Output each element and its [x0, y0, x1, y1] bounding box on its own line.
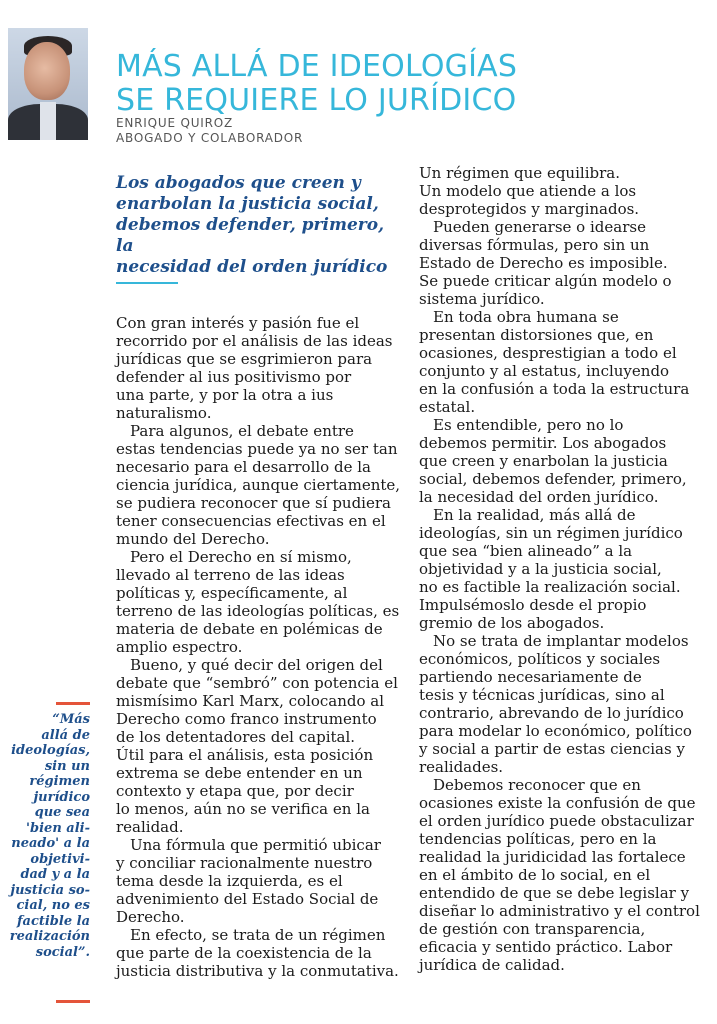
pull-quote-line: dad y a la	[20, 867, 90, 882]
body-line: Pero el Derecho en sí mismo,	[130, 548, 352, 566]
body-line: desprotegidos y marginados.	[419, 200, 640, 218]
body-line: entendido de que se debe legislar y	[419, 884, 690, 902]
body-line: conjunto y al estatus, incluyendo	[419, 362, 670, 380]
body-line: la necesidad del orden jurídico.	[419, 488, 659, 506]
body-line: llevado al terreno de las ideas	[116, 566, 345, 584]
pull-quote-line: factible la	[16, 913, 90, 929]
author-photo	[8, 28, 88, 140]
body-line: debate que “sembró” con potencia el	[116, 674, 398, 692]
body-line: realidad la juridicidad las fortalece	[419, 848, 686, 866]
body-line: estatal.	[419, 398, 476, 416]
body-line: Derecho.	[116, 908, 185, 926]
body-line: jurídica de calidad.	[419, 956, 565, 974]
body-line: Debemos reconocer que en	[433, 776, 641, 794]
body-line: Derecho como franco instrumento	[116, 710, 377, 728]
pull-quote-line: régimen	[29, 774, 90, 789]
lead-paragraph	[116, 173, 392, 278]
pull-quote-line: “Más	[52, 712, 90, 727]
body-line: realidades.	[419, 758, 504, 776]
body-line: materia de debate en polémicas de	[116, 620, 383, 638]
quote-rule-bottom	[56, 1000, 90, 1003]
pull-quote-line: cial, no es	[16, 898, 90, 913]
pull-quote-line: justicia so-	[10, 882, 90, 898]
body-line: ideologías, sin un régimen jurídico	[419, 524, 683, 542]
body-line: jurídicas que se esgrimieron para	[116, 350, 373, 368]
title-line: SE REQUIERE LO JURÍDICO	[116, 83, 517, 118]
body-line: defender al ius positivismo por	[116, 368, 352, 386]
pull-quote-line: jurídico	[33, 789, 90, 805]
pull-quote-line: sin un	[44, 758, 90, 774]
body-line: Estado de Derecho es imposible.	[419, 254, 668, 272]
pull-quote-line: ideologías,	[11, 743, 90, 758]
body-line: Con gran interés y pasión fue el	[116, 314, 360, 332]
body-line: Se puede criticar algún modelo o	[419, 272, 672, 290]
pull-quote-line: social”.	[35, 944, 90, 960]
body-line: tesis y técnicas jurídicas, sino al	[419, 686, 665, 704]
body-line: para modelar lo económico, político	[419, 722, 692, 740]
article-title	[116, 50, 676, 118]
body-line: presentan distorsiones que, en	[419, 326, 654, 344]
body-line: Para algunos, el debate entre	[130, 422, 354, 440]
pull-quote-line: realización	[9, 929, 90, 944]
body-line: en la confusión a toda la estructura	[419, 380, 690, 398]
body-line: Útil para el análisis, esta posición	[116, 746, 374, 764]
body-line: lo menos, aún no se verifica en la	[116, 800, 370, 818]
body-line: gremio de los abogados.	[419, 614, 605, 632]
pull-quote-line: neado' a la	[11, 836, 90, 851]
body-line: extrema se debe entender en un	[116, 764, 363, 782]
body-line: debemos permitir. Los abogados	[419, 434, 667, 452]
body-line: Bueno, y qué decir del origen del	[130, 656, 383, 674]
body-column-right	[419, 164, 709, 974]
body-line: se pudiera reconocer que sí pudiera	[116, 494, 391, 512]
body-line: diversas fórmulas, pero sin un	[419, 236, 650, 254]
body-line: terreno de las ideologías políticas, es	[116, 602, 400, 620]
body-line: Pueden generarse o idearse	[433, 218, 646, 236]
body-line: políticas y, específicamente, al	[116, 584, 348, 602]
body-line: y conciliar racionalmente nuestro	[116, 854, 373, 872]
body-line: Impulsémoslo desde el propio	[419, 596, 647, 614]
body-line: mismísimo Karl Marx, colocando al	[116, 692, 385, 710]
pull-quote-line: que sea	[34, 805, 90, 820]
lead-line: Los abogados que creen y	[116, 173, 361, 193]
body-line: contrario, abrevando de lo jurídico	[419, 704, 684, 722]
body-line: diseñar lo administrativo y el control	[419, 902, 700, 920]
body-line: En toda obra humana se	[433, 308, 619, 326]
body-line: contexto y etapa que, por decir	[116, 782, 354, 800]
body-line: partiendo necesariamente de	[419, 668, 642, 686]
author-name: ENRIQUE QUIROZ	[116, 116, 234, 130]
body-line: tendencias políticas, pero en la	[419, 830, 657, 848]
body-line: justicia distributiva y la conmutativa.	[116, 962, 399, 980]
body-line: naturalismo.	[116, 404, 212, 422]
body-column-left	[116, 314, 401, 980]
body-line: Es entendible, pero no lo	[433, 416, 624, 434]
body-line: ocasiones existe la confusión de que	[419, 794, 696, 812]
lead-line: debemos defender, primero, la	[116, 215, 384, 256]
body-line: mundo del Derecho.	[116, 530, 270, 548]
lead-divider	[116, 282, 178, 284]
body-line: tener consecuencias efectivas en el	[116, 512, 386, 530]
body-line: realidad.	[116, 818, 184, 836]
author-block	[116, 116, 303, 146]
author-role: ABOGADO Y COLABORADOR	[116, 131, 304, 145]
body-line: en el ámbito de lo social, en el	[419, 866, 651, 884]
body-line: de los detentadores del capital.	[116, 728, 356, 746]
body-line: económicos, políticos y sociales	[419, 650, 661, 668]
body-line: No se trata de implantar modelos	[433, 632, 689, 650]
body-line: una parte, y por la otra a ius	[116, 386, 334, 404]
pull-quote-line: 'bien ali-	[26, 820, 90, 836]
body-line: necesario para el desarrollo de la	[116, 458, 371, 476]
quote-rule-top	[56, 702, 90, 705]
body-line: eficacia y sentido práctico. Labor	[419, 938, 673, 956]
pull-quote-line: allá de	[41, 727, 90, 743]
body-line: que sea “bien alineado” a la	[419, 542, 633, 560]
body-line: recorrido por el análisis de las ideas	[116, 332, 393, 350]
body-line: social, debemos defender, primero,	[419, 470, 687, 488]
body-line: que creen y enarbolan la justicia	[419, 452, 668, 470]
body-line: tema desde la izquierda, es el	[116, 872, 343, 890]
body-line: ciencia jurídica, aunque ciertamente,	[116, 476, 401, 494]
body-line: sistema jurídico.	[419, 290, 545, 308]
body-line: el orden jurídico puede obstaculizar	[419, 812, 694, 830]
pull-quote-line: objetivi-	[30, 851, 90, 867]
body-line: de gestión con transparencia,	[419, 920, 646, 938]
body-line: En efecto, se trata de un régimen	[130, 926, 386, 944]
body-line: advenimiento del Estado Social de	[116, 890, 379, 908]
title-line: MÁS ALLÁ DE IDEOLOGÍAS	[116, 49, 518, 84]
body-line: y social a partir de estas ciencias y	[419, 740, 685, 758]
body-line: no es factible la realización social.	[419, 578, 681, 596]
lead-line: enarbolan la justicia social,	[116, 194, 379, 214]
body-line: objetividad y a la justicia social,	[419, 560, 662, 578]
body-line: Una fórmula que permitió ubicar	[130, 836, 381, 854]
body-line: ocasiones, desprestigian a todo el	[419, 344, 677, 362]
lead-line: necesidad del orden jurídico	[116, 257, 388, 277]
body-line: amplio espectro.	[116, 638, 243, 656]
body-line: Un modelo que atiende a los	[419, 182, 637, 200]
pull-quote	[4, 712, 90, 960]
body-line: que parte de la coexistencia de la	[116, 944, 372, 962]
body-line: estas tendencias puede ya no ser tan	[116, 440, 398, 458]
body-line: En la realidad, más allá de	[433, 506, 636, 524]
body-line: Un régimen que equilibra.	[419, 164, 620, 182]
